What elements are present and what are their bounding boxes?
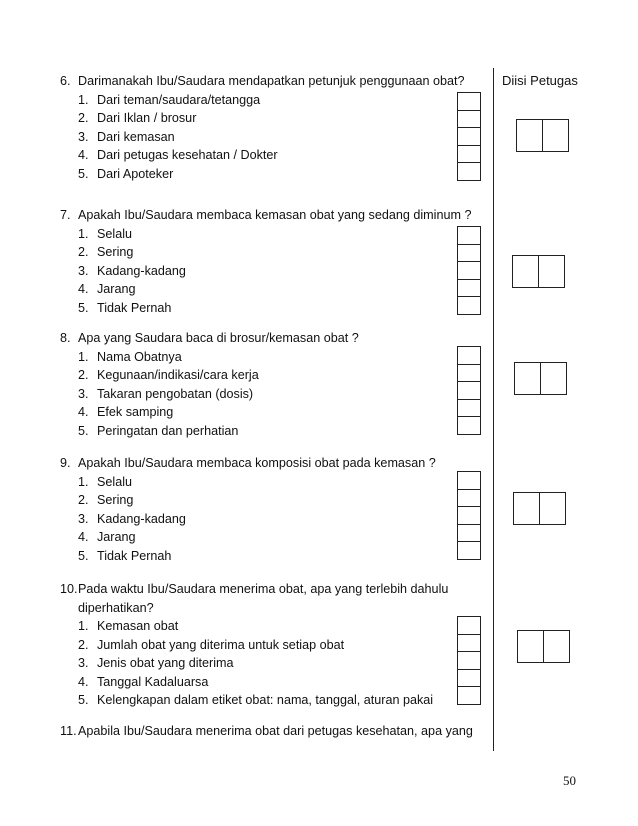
option-number: 1. [78, 619, 89, 633]
question-text [60, 722, 473, 741]
option-label: Peringatan dan perhatian [97, 423, 239, 438]
option-label: Dari petugas kesehatan / Dokter [97, 148, 278, 162]
question-text [60, 454, 436, 473]
option-label: Kadang-kadang [97, 263, 186, 278]
question-8 [60, 329, 359, 440]
option-item [60, 225, 471, 244]
option-item [60, 385, 359, 404]
answer-checkbox[interactable] [457, 381, 481, 400]
option-item [60, 165, 465, 184]
answer-checkbox[interactable] [457, 244, 481, 263]
answer-checkbox[interactable] [457, 669, 481, 688]
question-number: 7. [60, 208, 71, 222]
option-number: 4. [78, 282, 89, 296]
option-item [60, 91, 465, 110]
question-label: Pada waktu Ibu/Saudara menerima obat, apa yang terlebih dahulu [78, 582, 449, 596]
answer-checkbox[interactable] [457, 471, 481, 490]
option-item [60, 128, 465, 147]
option-list [60, 91, 465, 184]
question-text [60, 72, 465, 91]
answer-boxes-q9 [457, 471, 481, 560]
question-9 [60, 454, 436, 565]
answer-checkbox[interactable] [457, 364, 481, 383]
answer-checkbox[interactable] [457, 261, 481, 280]
officer-code-box-q8 [514, 362, 567, 395]
answer-checkbox[interactable] [457, 296, 481, 315]
answer-checkbox[interactable] [457, 145, 481, 164]
option-item [60, 299, 471, 318]
answer-boxes-q6 [457, 92, 481, 181]
option-list [60, 473, 436, 566]
option-number: 4. [78, 530, 89, 544]
option-item [60, 691, 448, 710]
answer-checkbox[interactable] [457, 279, 481, 298]
page-number: 50 [563, 773, 576, 788]
option-item [60, 262, 471, 281]
option-item [60, 473, 436, 492]
option-label: Kelengkapan dalam etiket obat: nama, tanggal, aturan pakai [97, 693, 434, 707]
question-7 [60, 206, 471, 317]
option-number: 1. [78, 226, 89, 241]
option-label: Tidak Pernah [97, 548, 172, 563]
code-cell[interactable] [538, 255, 565, 288]
answer-checkbox[interactable] [457, 92, 481, 111]
question-number: 9. [60, 456, 71, 470]
answer-checkbox[interactable] [457, 686, 481, 705]
option-item [60, 636, 448, 655]
option-number: 5. [78, 693, 89, 707]
code-cell[interactable] [512, 255, 539, 288]
option-number: 5. [78, 423, 89, 438]
question-number: 6. [60, 74, 71, 88]
option-number: 5. [78, 166, 89, 181]
answer-checkbox[interactable] [457, 651, 481, 670]
code-cell[interactable] [516, 119, 543, 152]
option-item [60, 109, 465, 128]
option-list [60, 348, 359, 441]
answer-boxes-q7 [457, 226, 481, 315]
option-number: 3. [78, 511, 89, 526]
question-number: 11. [60, 724, 77, 738]
option-number: 1. [78, 474, 89, 489]
option-item [60, 491, 436, 510]
officer-code-box-q7 [512, 255, 565, 288]
column-divider [493, 68, 494, 751]
option-label: Tanggal Kadaluarsa [97, 674, 209, 689]
option-number: 2. [78, 493, 89, 507]
option-label: Dari teman/saudara/tetangga [97, 92, 261, 107]
option-item [60, 673, 448, 692]
option-item [60, 146, 465, 165]
option-label: Jenis obat yang diterima [97, 656, 234, 670]
answer-checkbox[interactable] [457, 346, 481, 365]
answer-checkbox[interactable] [457, 110, 481, 129]
officer-code-box-q9 [513, 492, 566, 525]
option-label: Dari Apoteker [97, 166, 174, 181]
answer-checkbox[interactable] [457, 489, 481, 508]
option-number: 5. [78, 300, 89, 315]
option-number: 4. [78, 674, 89, 689]
option-item [60, 422, 359, 441]
question-number: 8. [60, 331, 71, 345]
answer-checkbox[interactable] [457, 127, 481, 146]
option-item [60, 547, 436, 566]
option-number: 2. [78, 245, 89, 259]
option-label: Dari Iklan / brosur [97, 111, 197, 125]
option-item [60, 280, 471, 299]
option-label: Sering [97, 493, 134, 507]
option-list [60, 617, 448, 710]
option-number: 2. [78, 368, 89, 382]
option-label: Jarang [97, 282, 136, 296]
question-6 [60, 72, 465, 183]
option-number: 2. [78, 637, 89, 652]
officer-code-box-q6 [516, 119, 569, 152]
option-item [60, 510, 436, 529]
option-item [60, 403, 359, 422]
option-label: Sering [97, 245, 134, 259]
option-number: 1. [78, 92, 89, 107]
code-cell[interactable] [542, 119, 569, 152]
question-label: Apabila Ibu/Saudara menerima obat dari petugas kesehatan, apa yang [78, 724, 473, 738]
code-cell[interactable] [540, 362, 567, 395]
question-label: Apakah Ibu/Saudara membaca komposisi obat pada kemasan ? [78, 456, 436, 470]
answer-boxes-q8 [457, 346, 481, 435]
option-item [60, 348, 359, 367]
answer-checkbox[interactable] [457, 399, 481, 418]
option-item [60, 243, 471, 262]
option-item [60, 654, 448, 673]
option-item [60, 617, 448, 636]
answer-checkbox[interactable] [457, 524, 481, 543]
answer-checkbox[interactable] [457, 541, 481, 560]
answer-checkbox[interactable] [457, 506, 481, 525]
option-number: 2. [78, 111, 89, 125]
code-cell[interactable] [513, 492, 540, 525]
question-10 [60, 580, 448, 710]
answer-checkbox[interactable] [457, 634, 481, 653]
code-cell[interactable] [514, 362, 541, 395]
code-cell[interactable] [543, 630, 570, 663]
option-number: 3. [78, 656, 89, 670]
question-label: Apakah Ibu/Saudara membaca kemasan obat yang sedang diminum ? [78, 208, 472, 222]
option-label: Kegunaan/indikasi/cara kerja [97, 368, 259, 382]
option-number: 1. [78, 349, 89, 364]
option-label: Tidak Pernah [97, 300, 172, 315]
option-label: Jarang [97, 530, 136, 544]
question-text [60, 329, 359, 348]
option-label: Dari kemasan [97, 129, 175, 144]
option-number: 4. [78, 405, 89, 419]
answer-checkbox[interactable] [457, 616, 481, 635]
question-number: 10. [60, 582, 78, 596]
option-label: Selalu [97, 474, 133, 489]
question-text [60, 206, 471, 225]
question-text-continued: diperhatikan? [78, 600, 154, 615]
option-number: 3. [78, 263, 89, 278]
code-cell[interactable] [517, 630, 544, 663]
option-item [60, 528, 436, 547]
option-label: Takaran pengobatan (dosis) [97, 386, 254, 401]
option-label: Nama Obatnya [97, 349, 182, 364]
option-label: Kadang-kadang [97, 511, 186, 526]
answer-checkbox[interactable] [457, 416, 481, 435]
option-item [60, 366, 359, 385]
officer-code-box-q10 [517, 630, 570, 663]
option-list [60, 225, 471, 318]
option-number: 4. [78, 148, 89, 162]
option-label: Efek samping [97, 405, 174, 419]
officer-column-label: Diisi Petugas [502, 73, 578, 88]
question-label: Darimanakah Ibu/Saudara mendapatkan petunjuk penggunaan obat? [78, 74, 465, 88]
answer-checkbox[interactable] [457, 162, 481, 181]
option-label: Kemasan obat [97, 619, 179, 633]
question-label: Apa yang Saudara baca di brosur/kemasan obat ? [78, 331, 359, 345]
option-label: Jumlah obat yang diterima untuk setiap obat [97, 637, 345, 652]
option-number: 3. [78, 386, 89, 401]
answer-checkbox[interactable] [457, 226, 481, 245]
question-11 [60, 722, 473, 741]
option-number: 3. [78, 129, 89, 144]
option-number: 5. [78, 548, 89, 563]
code-cell[interactable] [539, 492, 566, 525]
question-text [60, 580, 448, 599]
answer-boxes-q10 [457, 616, 481, 705]
option-label: Selalu [97, 226, 133, 241]
